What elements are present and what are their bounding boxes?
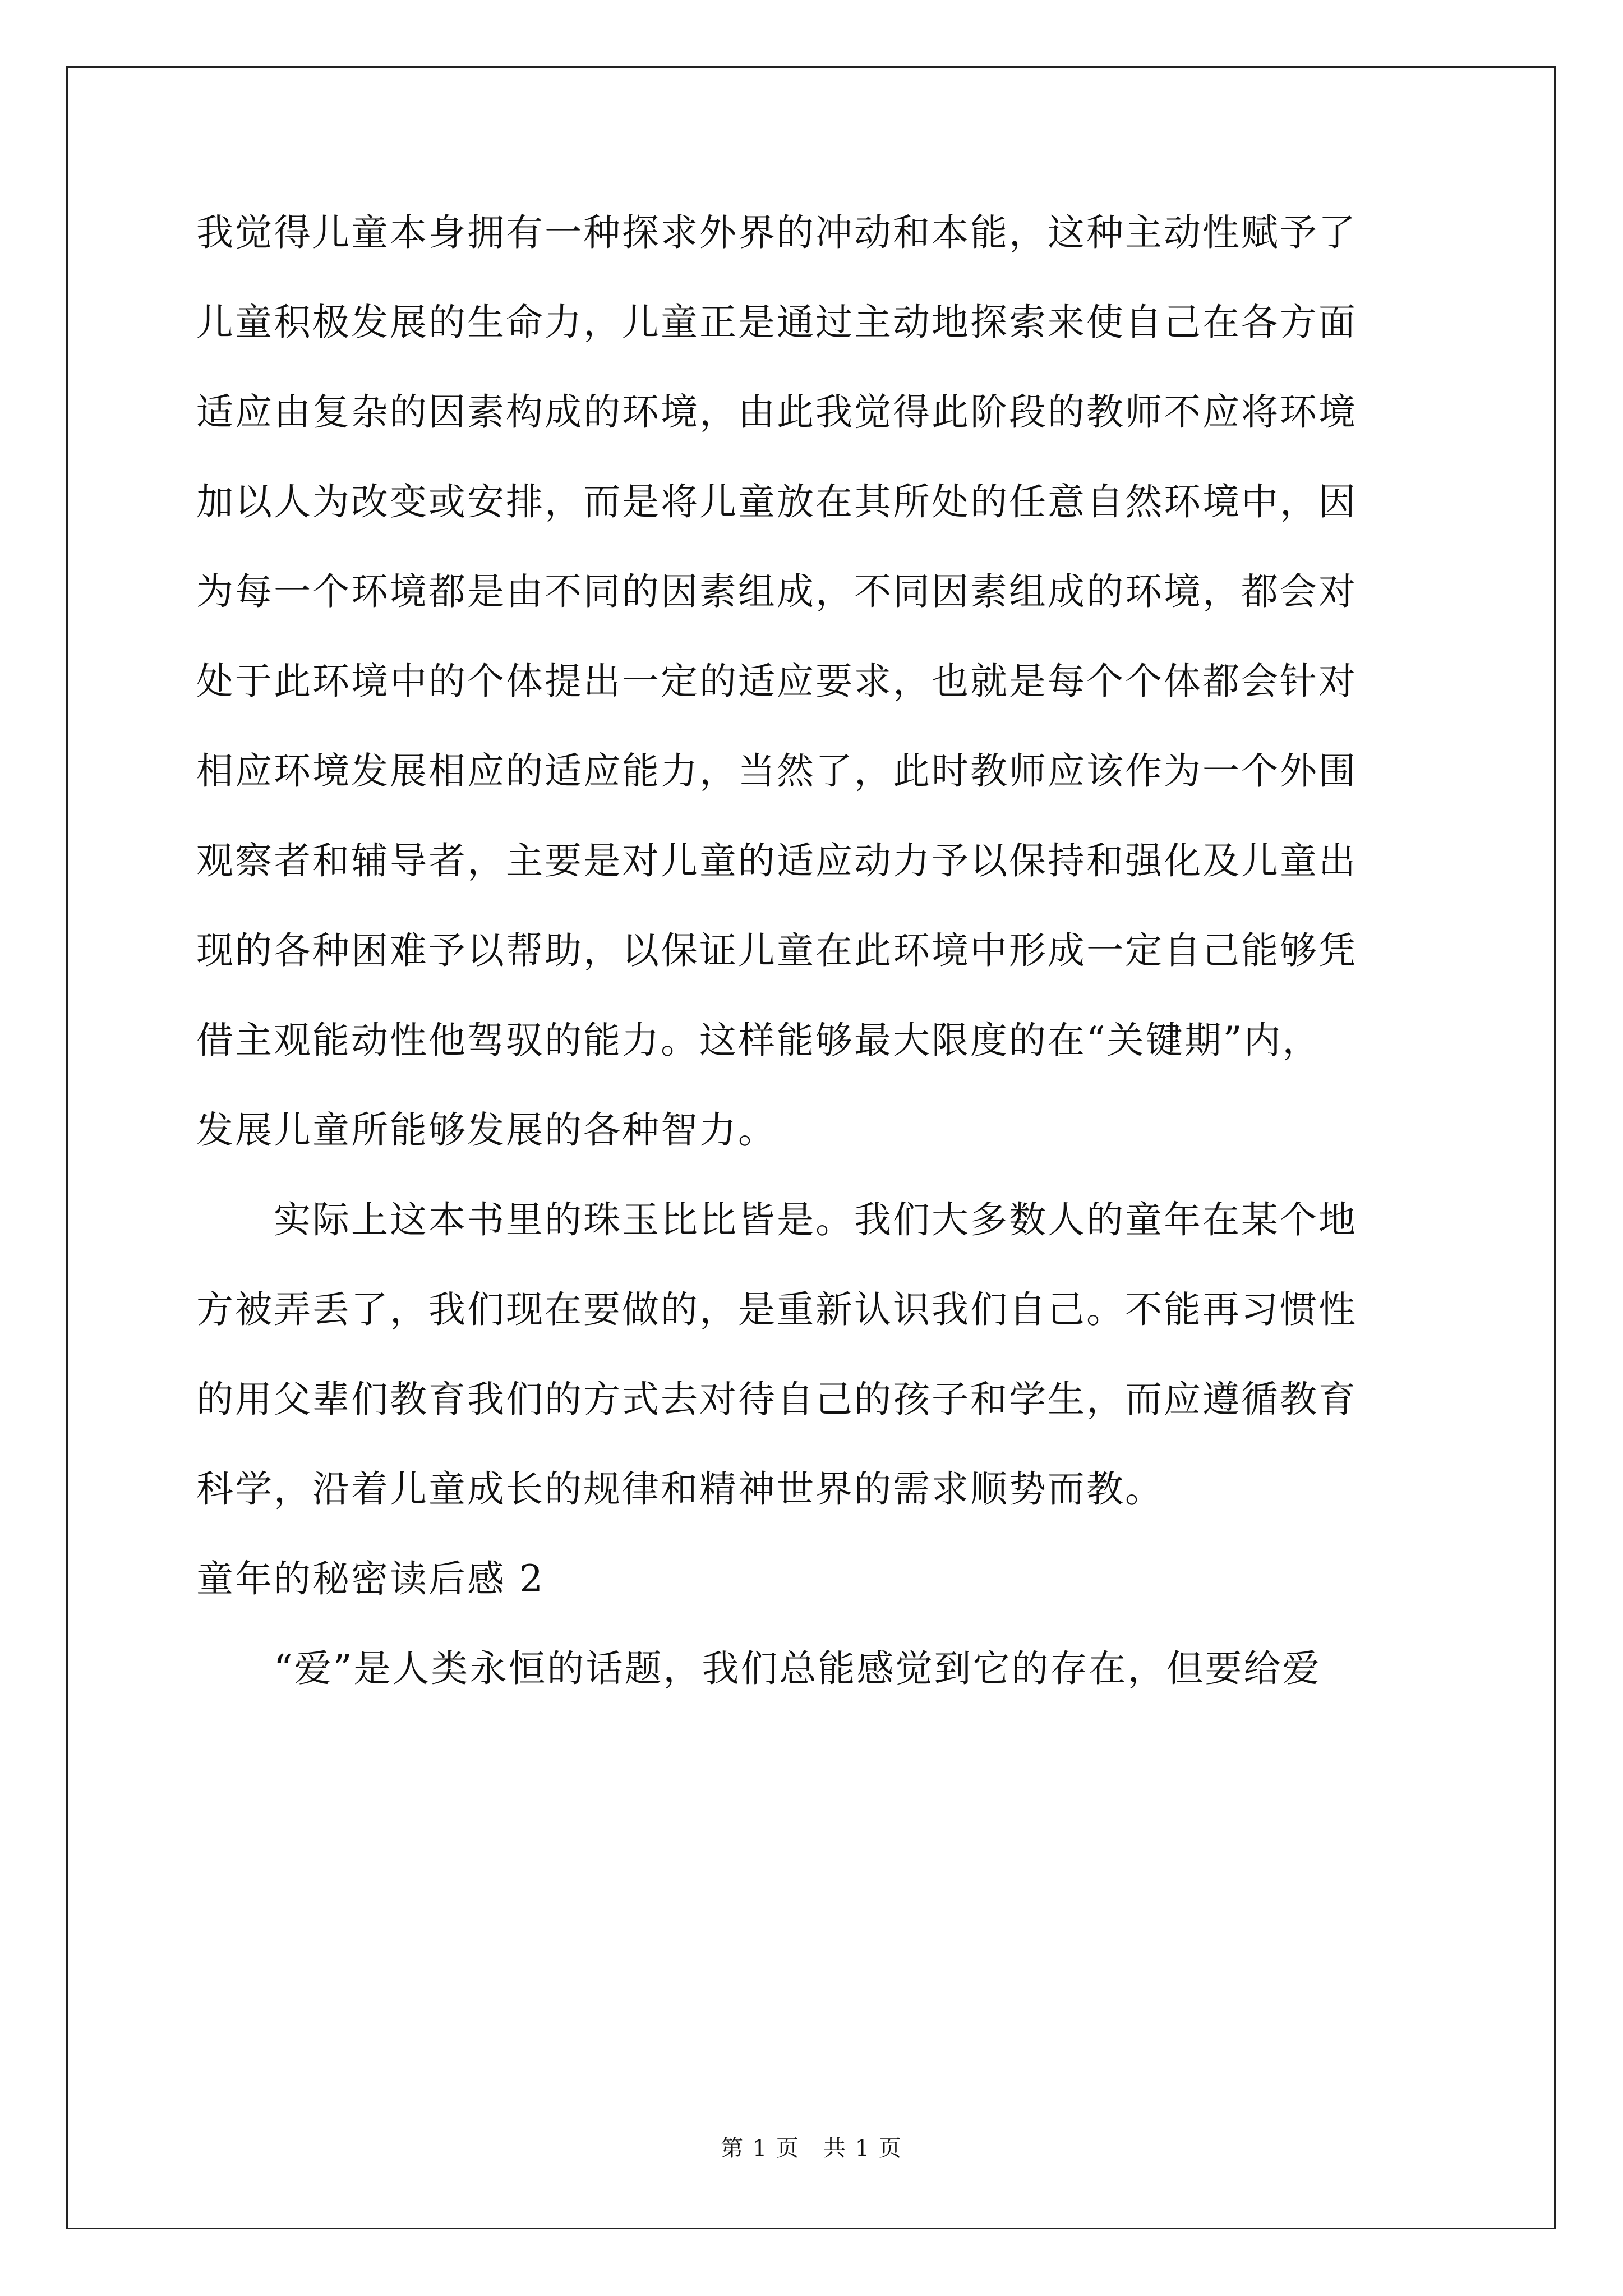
text-line: 发展儿童所能够发展的各种智力。 — [196, 1108, 777, 1152]
text-line: 方被弄丢了，我们现在要做的，是重新认识我们自己。不能再习惯性 — [196, 1288, 1357, 1331]
text-line: 处于此环境中的个体提出一定的适应要求，也就是每个个体都会针对 — [196, 660, 1357, 703]
section-heading: 童年的秘密读后感 2 — [196, 1557, 545, 1600]
text-line: 为每一个环境都是由不同的因素组成，不同因素组成的环境，都会对 — [196, 570, 1357, 613]
text-line: 借主观能动性他驾驭的能力。这样能够最大限度的在“关键期”内， — [196, 1019, 1321, 1062]
text-line: 观察者和辅导者，主要是对儿童的适应动力予以保持和强化及儿童出 — [196, 839, 1357, 882]
text-line: 相应环境发展相应的适应能力，当然了，此时教师应该作为一个外围 — [196, 749, 1357, 793]
text-line: “爱”是人类永恒的话题，我们总能感觉到它的存在，但要给爱 — [196, 1647, 1321, 1690]
text-line: 我觉得儿童本身拥有一种探求外界的冲动和本能，这种主动性赋予了 — [196, 211, 1357, 254]
text-line: 加以人为改变或安排，而是将儿童放在其所处的任意自然环境中，因 — [196, 480, 1357, 523]
text-line: 现的各种困难予以帮助，以保证儿童在此环境中形成一定自己能够凭 — [196, 929, 1357, 972]
page-footer: 第 1 页 共 1 页 — [721, 2136, 902, 2161]
text-line: 儿童积极发展的生命力，儿童正是通过主动地探索来使自己在各方面 — [196, 301, 1357, 344]
text-line: 实际上这本书里的珠玉比比皆是。我们大多数人的童年在某个地 — [196, 1198, 1357, 1241]
text-line: 的用父辈们教育我们的方式去对待自己的孩子和学生，而应遵循教育 — [196, 1378, 1357, 1421]
text-line: 科学，沿着儿童成长的规律和精神世界的需求顺势而教。 — [196, 1467, 1164, 1511]
text-line: 适应由复杂的因素构成的环境，由此我觉得此阶段的教师不应将环境 — [196, 390, 1357, 434]
